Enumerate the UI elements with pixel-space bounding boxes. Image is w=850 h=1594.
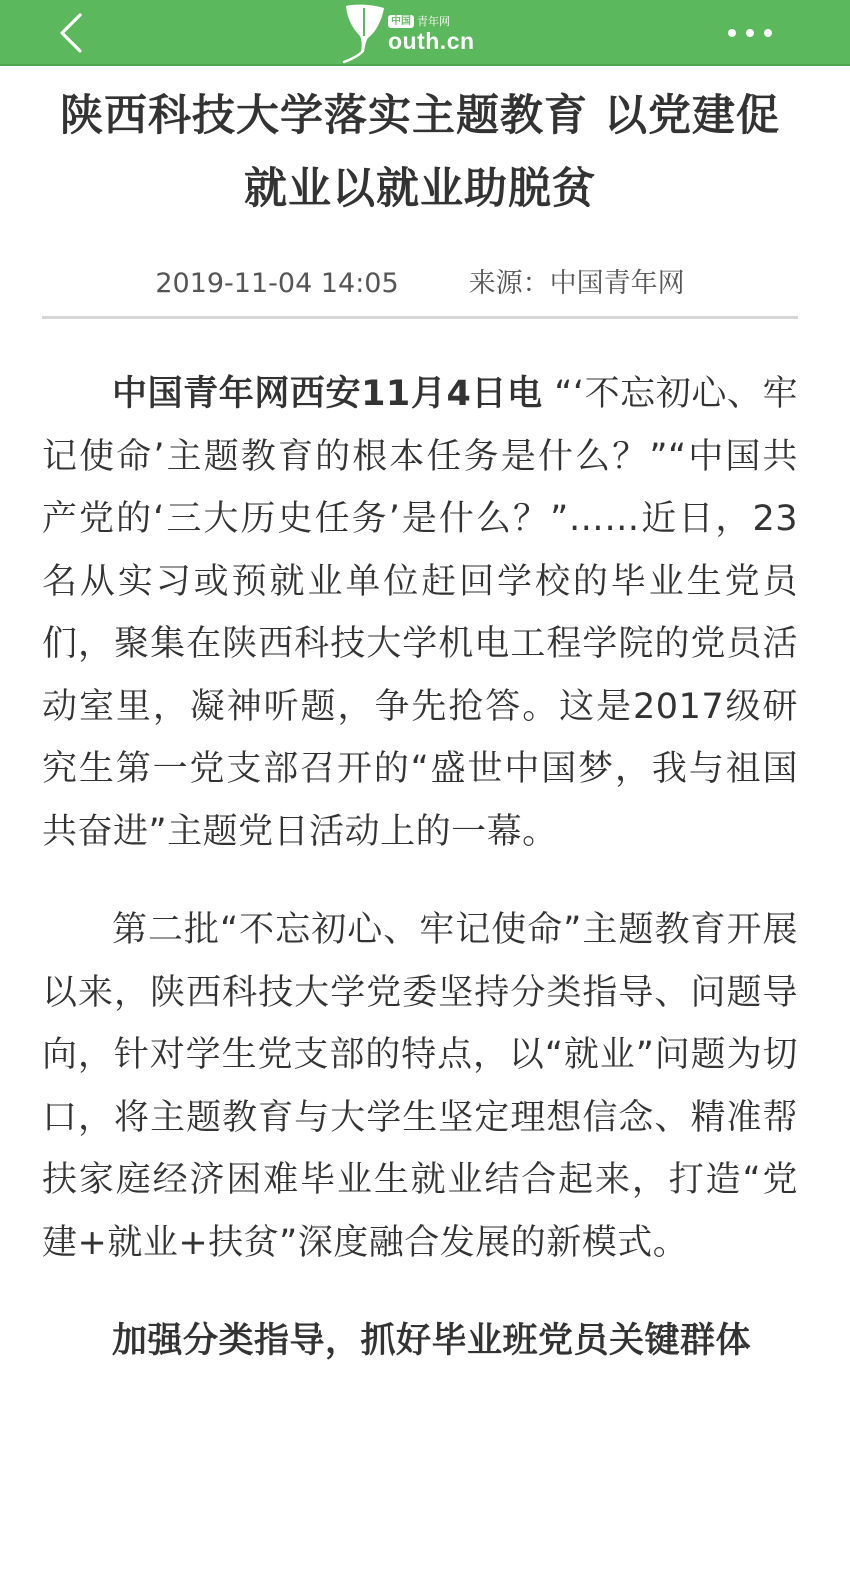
section-heading: 加强分类指导，抓好毕业班党员关键群体 [112, 1321, 752, 1361]
article-title: 陕西科技大学落实主题教育 以党建促就业以就业助脱贫 [60, 91, 780, 214]
youth-logo[interactable] [340, 2, 540, 64]
logo-badge-suffix: 青年网 [417, 15, 450, 28]
paragraph-2: 第二批“不忘初心、牢记使命”主题教育开展以来，陕西科技大学党委坚持分类指导、问题导向，针对学生党支部的特点，以“就业”问题为切口，将主题教育与大学生坚定理想信念、精准帮扶家庭经济困难毕业生就业结合起来，打造“党建+就业+扶贫”深度融合发展的新模式。 [42, 910, 798, 1263]
chevron-left-icon [58, 12, 84, 54]
publish-date: 2019-11-04 14:05 [155, 268, 399, 299]
ginkgo-leaf-icon [340, 2, 390, 64]
meta-divider [42, 316, 798, 319]
paragraph-1 [42, 363, 798, 863]
top-nav-bar [0, 0, 850, 66]
more-dot [746, 29, 754, 37]
more-options-button[interactable] [720, 14, 780, 52]
more-dot [728, 29, 736, 37]
more-dot [764, 29, 772, 37]
article [42, 80, 798, 1373]
dateline: 中国青年网西安11月4日电 [112, 374, 543, 414]
article-source: 来源：中国青年网 [468, 268, 685, 299]
back-button[interactable] [44, 8, 98, 58]
logo-badge [388, 13, 450, 29]
paragraph-1-text: “‘不忘初心、牢记使命’主题教育的根本任务是什么？”“中国共产党的‘三大历史任务’是什么？”……近日，23名从实习或预就业单位赶回学校的毕业生党员们，聚集在陕西科技大学机电工程学院的党员活动室里，凝神听题，争先抢答。这是2017级研究生第一党支部召开的“盛世中国梦，我与祖国共奋进”主题党日活动上的一幕。 [42, 374, 799, 852]
logo-badge-cn: 中国 [388, 15, 414, 28]
article-meta [42, 266, 798, 302]
logo-text: outh.cn [388, 28, 475, 54]
